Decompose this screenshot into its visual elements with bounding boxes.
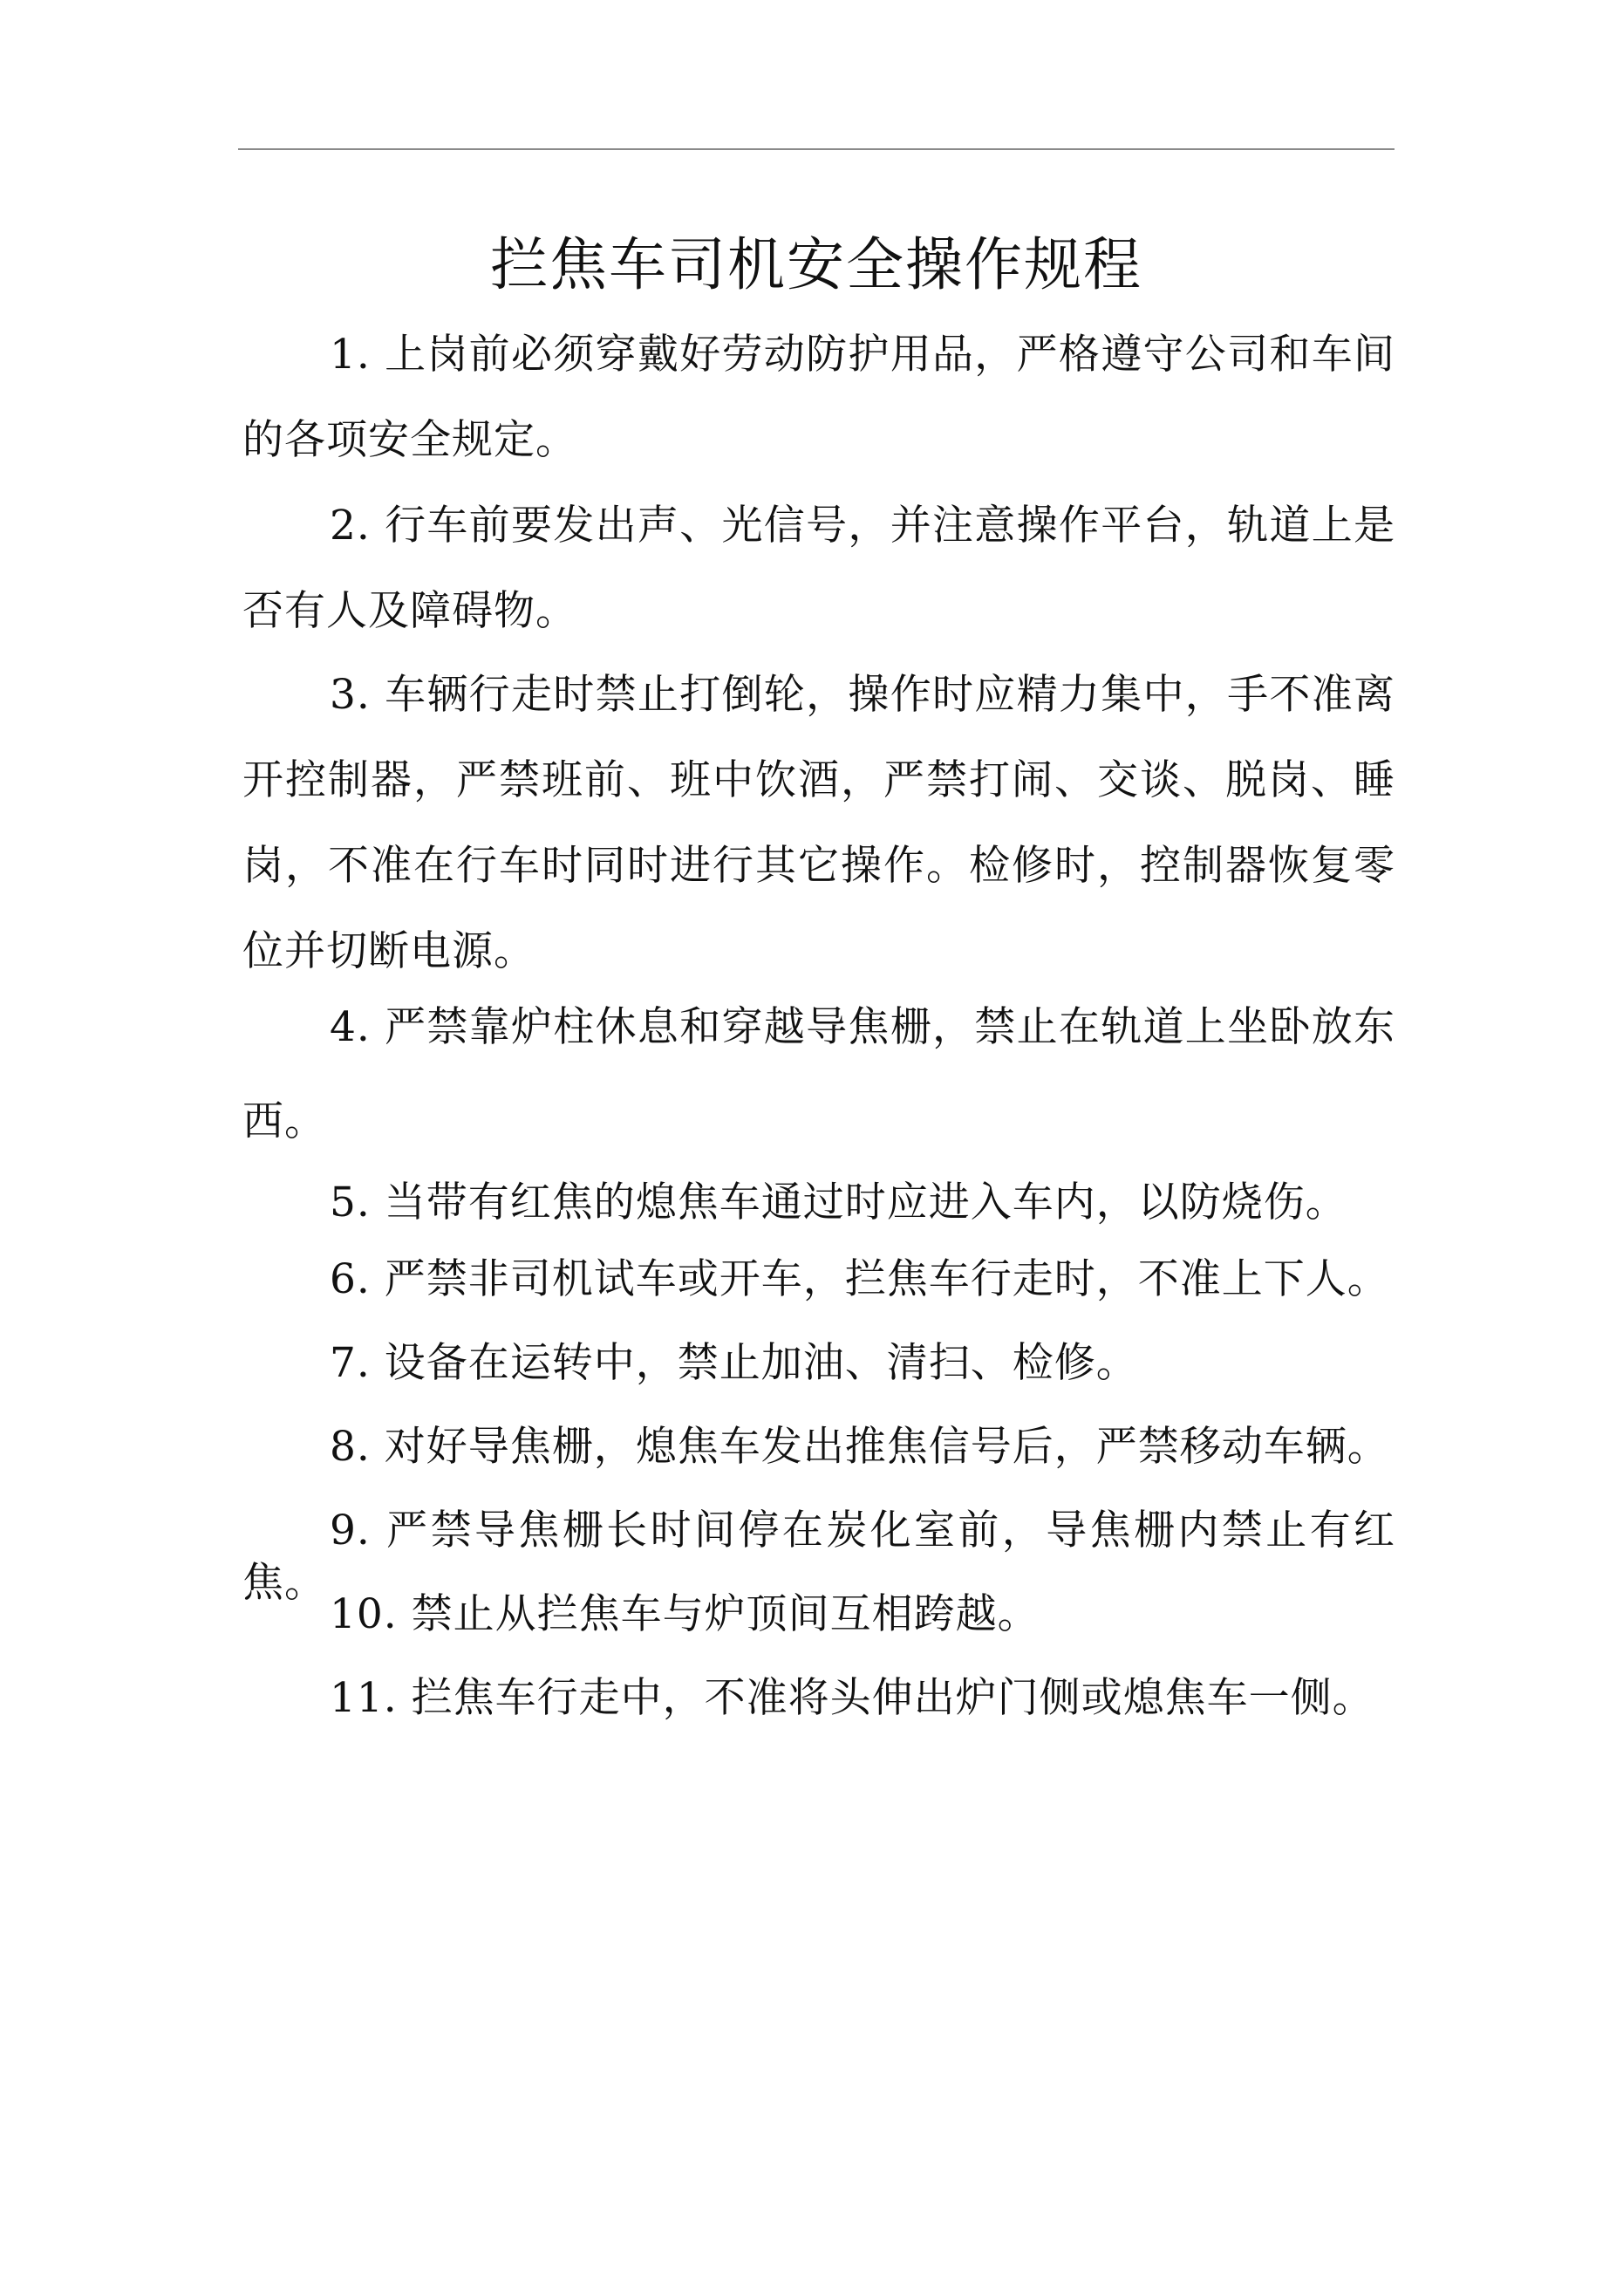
rule-item-8: 8. 对好导焦栅，熄焦车发出推焦信号后，严禁移动车辆。 (330, 1423, 1389, 1471)
rule-item-5: 5. 当带有红焦的熄焦车通过时应进入车内，以防烧伤。 (330, 1179, 1347, 1227)
rule-item-1: 1. 上岗前必须穿戴好劳动防护用品，严格遵守公司和车间的各项安全规定。 (242, 331, 1395, 464)
rule-item-4: 4. 严禁靠炉柱休息和穿越导焦栅，禁止在轨道上坐卧放东西。 (242, 1003, 1395, 1145)
rule-item-11: 11. 拦焦车行走中，不准将头伸出炉门侧或熄焦车一侧。 (330, 1674, 1374, 1722)
rule-item-7: 7. 设备在运转中，禁止加油、清扫、检修。 (330, 1339, 1138, 1387)
rule-item-10: 10. 禁止从拦焦车与炉顶间互相跨越。 (330, 1590, 1040, 1638)
header-rule (238, 148, 1395, 150)
document-title: 拦焦车司机安全操作规程 (490, 231, 1142, 299)
rule-item-6: 6. 严禁非司机试车或开车，拦焦车行走时，不准上下人。 (330, 1255, 1389, 1303)
rule-item-2: 2. 行车前要发出声、光信号，并注意操作平台，轨道上是否有人及障碍物。 (242, 502, 1395, 635)
rule-item-9: 9. 严禁导焦栅长时间停在炭化室前，导焦栅内禁止有红焦。 (242, 1507, 1395, 1607)
rule-item-3: 3. 车辆行走时禁止打倒轮，操作时应精力集中，手不准离开控制器，严禁班前、班中饮酒，严禁打闹、交谈、脱岗、睡岗，不准在行车时同时进行其它操作。检修时，控制器恢复零位并切断电源。 (242, 671, 1395, 975)
